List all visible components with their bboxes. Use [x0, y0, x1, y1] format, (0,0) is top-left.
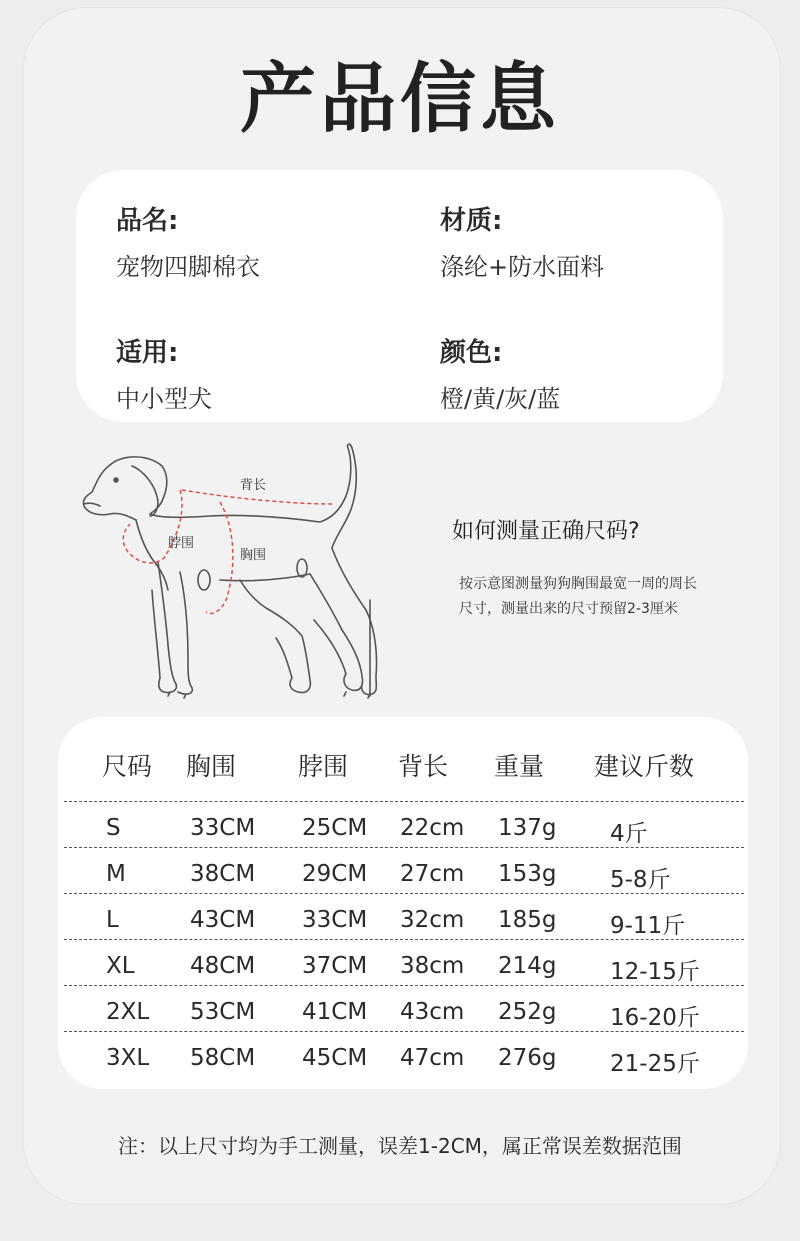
header-weight: 重量	[494, 752, 545, 781]
info-material	[440, 200, 604, 282]
table-row	[64, 985, 744, 1032]
color-label: 颜色:	[440, 338, 503, 368]
suitable-label: 适用:	[116, 338, 179, 368]
cell-weight: 214g	[498, 953, 557, 979]
cell-back: 47cm	[400, 1045, 465, 1071]
table-row	[64, 939, 744, 986]
table-row	[64, 847, 744, 894]
cell-neck: 29CM	[302, 861, 368, 887]
measure-instructions: 按示意图测量狗狗胸围最宽一周的周长尺寸，测量出来的尺寸预留2-3厘米	[459, 576, 697, 617]
cell-neck: 37CM	[302, 953, 368, 979]
cell-back: 22cm	[400, 815, 465, 841]
table-row	[64, 801, 744, 848]
cell-chest: 43CM	[190, 907, 256, 933]
cell-size: 2XL	[106, 999, 150, 1025]
color-value: 橙/黄/灰/蓝	[440, 385, 561, 413]
cell-chest: 53CM	[190, 999, 256, 1025]
material-value: 涤纶+防水面料	[440, 253, 605, 281]
cell-neck: 25CM	[302, 815, 368, 841]
header-size: 尺码	[102, 752, 153, 781]
cell-weight: 252g	[498, 999, 557, 1025]
info-color	[440, 332, 560, 414]
chest-line	[206, 502, 233, 614]
cell-weight: 137g	[498, 815, 557, 841]
cell-back: 27cm	[400, 861, 465, 887]
header-back: 背长	[398, 752, 449, 781]
header-neck: 脖围	[298, 752, 349, 781]
chest-label: 胸围	[240, 548, 267, 563]
header-chest: 胸围	[186, 752, 237, 781]
back-length-label: 背长	[240, 478, 267, 493]
material-label: 材质:	[440, 206, 503, 236]
header-recommend: 建议斤数	[594, 752, 695, 781]
info-name	[116, 200, 260, 282]
dog-illustration	[70, 440, 400, 710]
cell-recommend: 12-15斤	[610, 959, 700, 985]
neck-line	[123, 490, 182, 563]
cell-back: 32cm	[400, 907, 465, 933]
suitable-value: 中小型犬	[116, 385, 212, 413]
table-header	[58, 747, 748, 787]
table-row	[64, 1031, 744, 1078]
cell-recommend: 4斤	[610, 821, 648, 847]
cell-size: XL	[106, 953, 135, 979]
cell-neck: 45CM	[302, 1045, 368, 1071]
cell-back: 38cm	[400, 953, 465, 979]
cell-recommend: 5-8斤	[610, 867, 671, 893]
cell-size: M	[106, 861, 126, 887]
cell-chest: 48CM	[190, 953, 256, 979]
cell-weight: 153g	[498, 861, 557, 887]
cell-size: S	[106, 815, 121, 841]
cell-chest: 38CM	[190, 861, 256, 887]
cell-recommend: 16-20斤	[610, 1005, 700, 1031]
cell-chest: 33CM	[190, 815, 256, 841]
info-card	[76, 170, 723, 422]
cell-neck: 33CM	[302, 907, 368, 933]
cell-neck: 41CM	[302, 999, 368, 1025]
cell-size: 3XL	[106, 1045, 150, 1071]
cell-recommend: 9-11斤	[610, 913, 686, 939]
cell-weight: 276g	[498, 1045, 557, 1071]
dog-measure-diagram	[70, 440, 400, 710]
table-row	[64, 893, 744, 940]
cell-weight: 185g	[498, 907, 557, 933]
name-value: 宠物四脚棉衣	[116, 253, 260, 281]
name-label: 品名:	[116, 206, 179, 236]
measure-title: 如何测量正确尺码?	[452, 519, 640, 544]
page-title: 产品信息	[240, 54, 560, 143]
footnote: 注：以上尺寸均为手工测量，误差1-2CM，属正常误差数据范围	[118, 1134, 682, 1158]
neck-label: 脖围	[168, 536, 195, 551]
cell-size: L	[106, 907, 119, 933]
info-suitable	[116, 332, 212, 414]
size-table	[58, 717, 748, 1089]
cell-chest: 58CM	[190, 1045, 256, 1071]
cell-back: 43cm	[400, 999, 465, 1025]
cell-recommend: 21-25斤	[610, 1051, 700, 1077]
